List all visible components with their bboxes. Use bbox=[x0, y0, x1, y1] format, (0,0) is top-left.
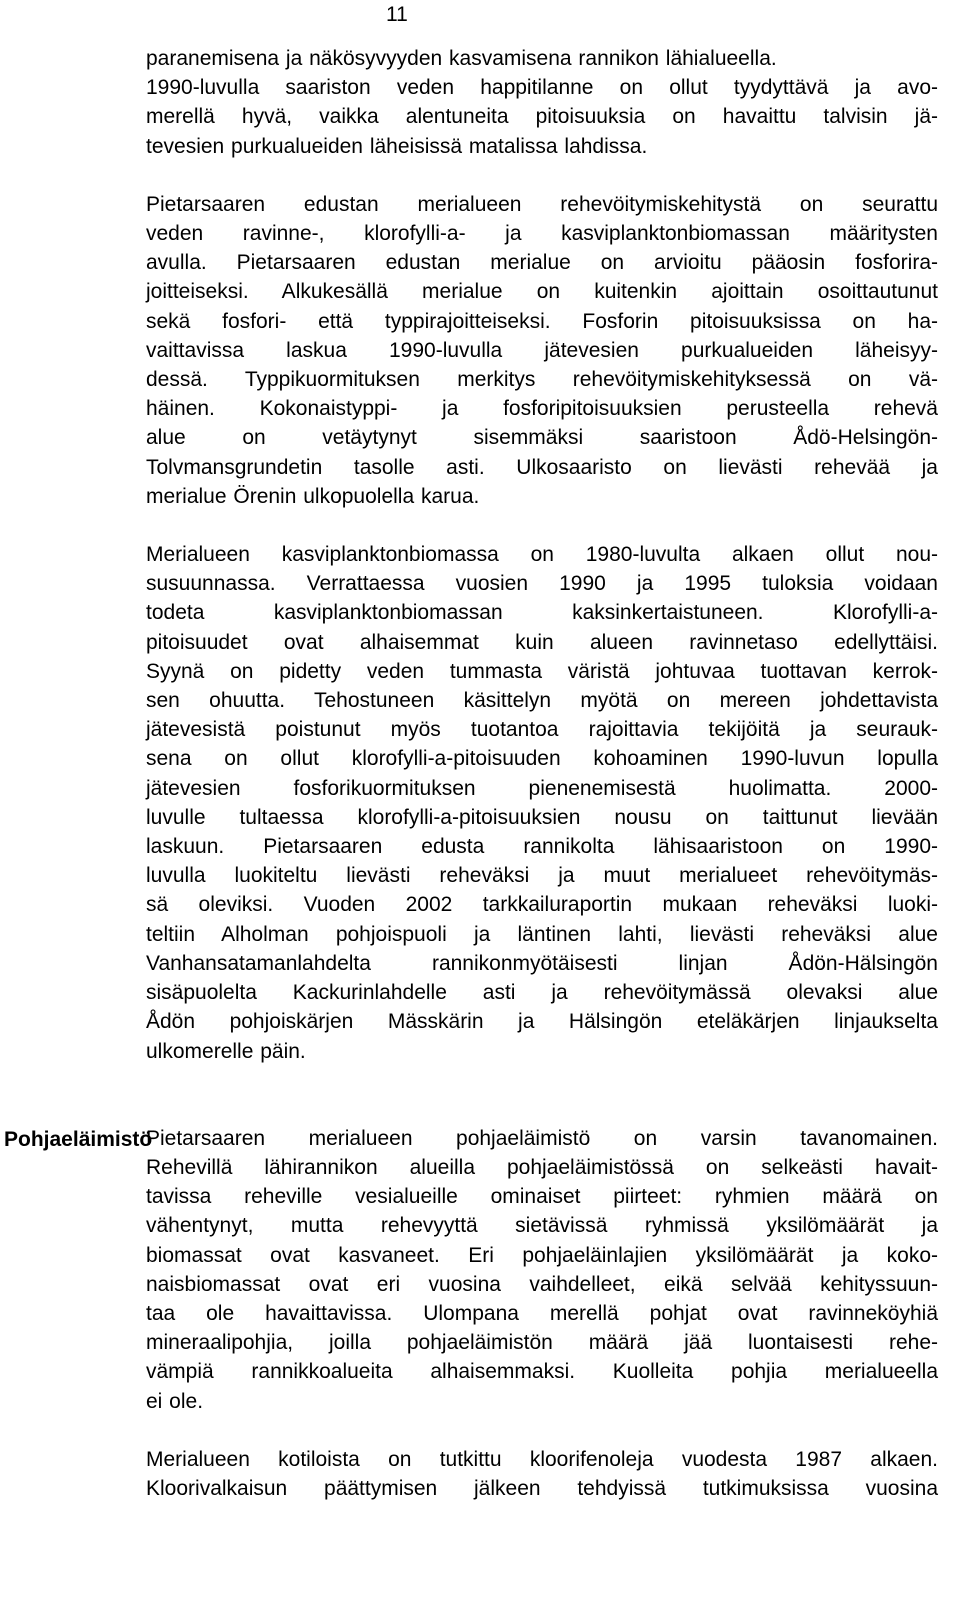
text-line: ulkomerelle päin. bbox=[146, 1039, 306, 1063]
text-line: sä oleviksi. Vuoden 2002 tarkkailuraportin mukaan reheväksi luoki- bbox=[146, 893, 938, 917]
text-line: Kloorivalkaisun päättymisen jälkeen tehdyissä tutkimuksissa vuosina bbox=[146, 1476, 938, 1500]
text-line: teltiin Alholman pohjoispuoli ja läntinen lahti, lievästi reheväksi alue bbox=[146, 922, 938, 946]
text-line: Tolvmansgrundetin tasolle asti. Ulkosaaristo on lievästi rehevää ja bbox=[146, 455, 938, 479]
text-line: tavissa reheville vesialueille ominaiset piirteet: ryhmien määrä on bbox=[146, 1185, 938, 1209]
paragraph-3 bbox=[146, 540, 938, 1066]
paragraph-1 bbox=[146, 44, 938, 161]
text-line: dessä. Typpikuormituksen merkitys rehevöitymiskehityksessä on vä- bbox=[146, 368, 938, 392]
text-line: vaittavissa laskua 1990-luvulla jätevesien purkualueiden läheisyy- bbox=[146, 338, 938, 362]
text-line: 1990-luvulla saariston veden happitilanne on ollut tyydyttävä ja avo- bbox=[146, 76, 938, 100]
body-text-column bbox=[146, 44, 938, 1503]
section-heading-benthic-fauna: Pohjaeläimistö bbox=[4, 1128, 153, 1151]
text-line: avulla. Pietarsaaren edustan merialue on arvioitu pääosin fosforira- bbox=[146, 251, 938, 275]
paragraph-4 bbox=[146, 1124, 938, 1416]
text-line: Vanhansatamanlahdelta rannikonmyötäisesti linjan Ådön-Hälsingön bbox=[146, 951, 938, 975]
text-line: jätevesistä poistunut myös tuotantoa rajoittavia tekijöitä ja seurauk- bbox=[146, 718, 938, 742]
text-line: mineraalipohjia, joilla pohjaeläimistön määrä jää luontaisesti rehe- bbox=[146, 1331, 938, 1355]
text-line: Merialueen kasviplanktonbiomassa on 1980-luvulta alkaen ollut nou- bbox=[146, 543, 938, 567]
paragraph-spacer bbox=[146, 161, 938, 190]
text-line: Rehevillä lähirannikon alueilla pohjaeläimistössä on selkeästi havait- bbox=[146, 1155, 938, 1179]
text-line: laskuun. Pietarsaaren edusta rannikolta lähisaaristoon on 1990- bbox=[146, 835, 938, 859]
text-line: sisäpuolelta Kackurinlahdelle asti ja rehevöitymässä olevaksi alue bbox=[146, 981, 938, 1005]
text-line: Pietarsaaren merialueen pohjaeläimistö on varsin tavanomainen. bbox=[146, 1126, 938, 1150]
text-line: tevesien purkualueiden läheisissä matalissa lahdissa. bbox=[146, 134, 648, 158]
text-line: merialue Örenin ulkopuolella karua. bbox=[146, 484, 480, 508]
text-line: taa ole havaittavissa. Ulompana merellä pohjat ovat ravinneköyhiä bbox=[146, 1301, 938, 1325]
text-line: luvulle tultaessa klorofylli-a-pitoisuuksien nousu on taittunut lievään bbox=[146, 805, 938, 829]
text-line: Pietarsaaren edustan merialueen rehevöitymiskehitystä on seurattu bbox=[146, 192, 938, 216]
text-line: sena on ollut klorofylli-a-pitoisuuden kohoaminen 1990-luvun lopulla bbox=[146, 747, 938, 771]
text-line: jätevesien fosforikuormituksen pienenemisestä huolimatta. 2000- bbox=[146, 776, 938, 800]
text-line: veden ravinne-, klorofylli-a- ja kasviplanktonbiomassan määritysten bbox=[146, 222, 938, 246]
paragraph-spacer bbox=[146, 1066, 938, 1124]
paragraph-spacer bbox=[146, 1416, 938, 1445]
text-line: Syynä on pidetty veden tummasta väristä johtuvaa tuottavan kerrok- bbox=[146, 659, 938, 683]
text-line: sen ohuutta. Tehostuneen käsittelyn myötä on mereen johdettavista bbox=[146, 689, 938, 713]
text-line: joitteiseksi. Alkukesällä merialue on kuitenkin ajoittain osoittautunut bbox=[146, 280, 938, 304]
text-line: vämpiä rannikkoalueita alhaisemmaksi. Kuolleita pohjia merialueella bbox=[146, 1360, 938, 1384]
text-line: vähentynyt, mutta rehevyyttä sietävissä ryhmissä yksilömäärät ja bbox=[146, 1214, 938, 1238]
text-line: ei ole. bbox=[146, 1389, 204, 1413]
text-line: paranemisena ja näkösyvyyden kasvamisena rannikon lähialueella. bbox=[146, 47, 777, 70]
paragraph-spacer bbox=[146, 511, 938, 540]
text-line: häinen. Kokonaistyppi- ja fosforipitoisuuksien perusteella rehevä bbox=[146, 397, 938, 421]
text-line: alue on vetäytynyt sisemmäksi saaristoon Ådö-Helsingön- bbox=[146, 426, 938, 450]
text-line: naisbiomassat ovat eri vuosina vaihdelleet, eikä selvää kehityssuun- bbox=[146, 1272, 938, 1296]
text-line: susuunnassa. Verrattaessa vuosien 1990 ja 1995 tuloksia voidaan bbox=[146, 572, 938, 596]
page-number: 11 bbox=[386, 3, 408, 26]
text-line: sekä fosfori- että typpirajoitteiseksi. Fosforin pitoisuuksissa on ha- bbox=[146, 309, 938, 333]
paragraph-2 bbox=[146, 190, 938, 511]
text-line: merellä hyvä, vaikka alentuneita pitoisuuksia on havaittu talvisin jä- bbox=[146, 105, 938, 129]
text-line: Merialueen kotiloista on tutkittu kloorifenoleja vuodesta 1987 alkaen. bbox=[146, 1447, 938, 1471]
text-line: Ådön pohjoiskärjen Mässkärin ja Hälsingön eteläkärjen linjaukselta bbox=[146, 1010, 938, 1034]
text-line: biomassat ovat kasvaneet. Eri pohjaeläinlajien yksilömäärät ja koko- bbox=[146, 1243, 938, 1267]
text-line: luvulla luokiteltu lievästi reheväksi ja muut merialueet rehevöitymäs- bbox=[146, 864, 938, 888]
text-line: todeta kasviplanktonbiomassan kaksinkertaistuneen. Klorofylli-a- bbox=[146, 601, 938, 625]
text-line: pitoisuudet ovat alhaisemmat kuin alueen ravinnetaso edellyttäisi. bbox=[146, 630, 938, 654]
paragraph-5 bbox=[146, 1445, 938, 1503]
